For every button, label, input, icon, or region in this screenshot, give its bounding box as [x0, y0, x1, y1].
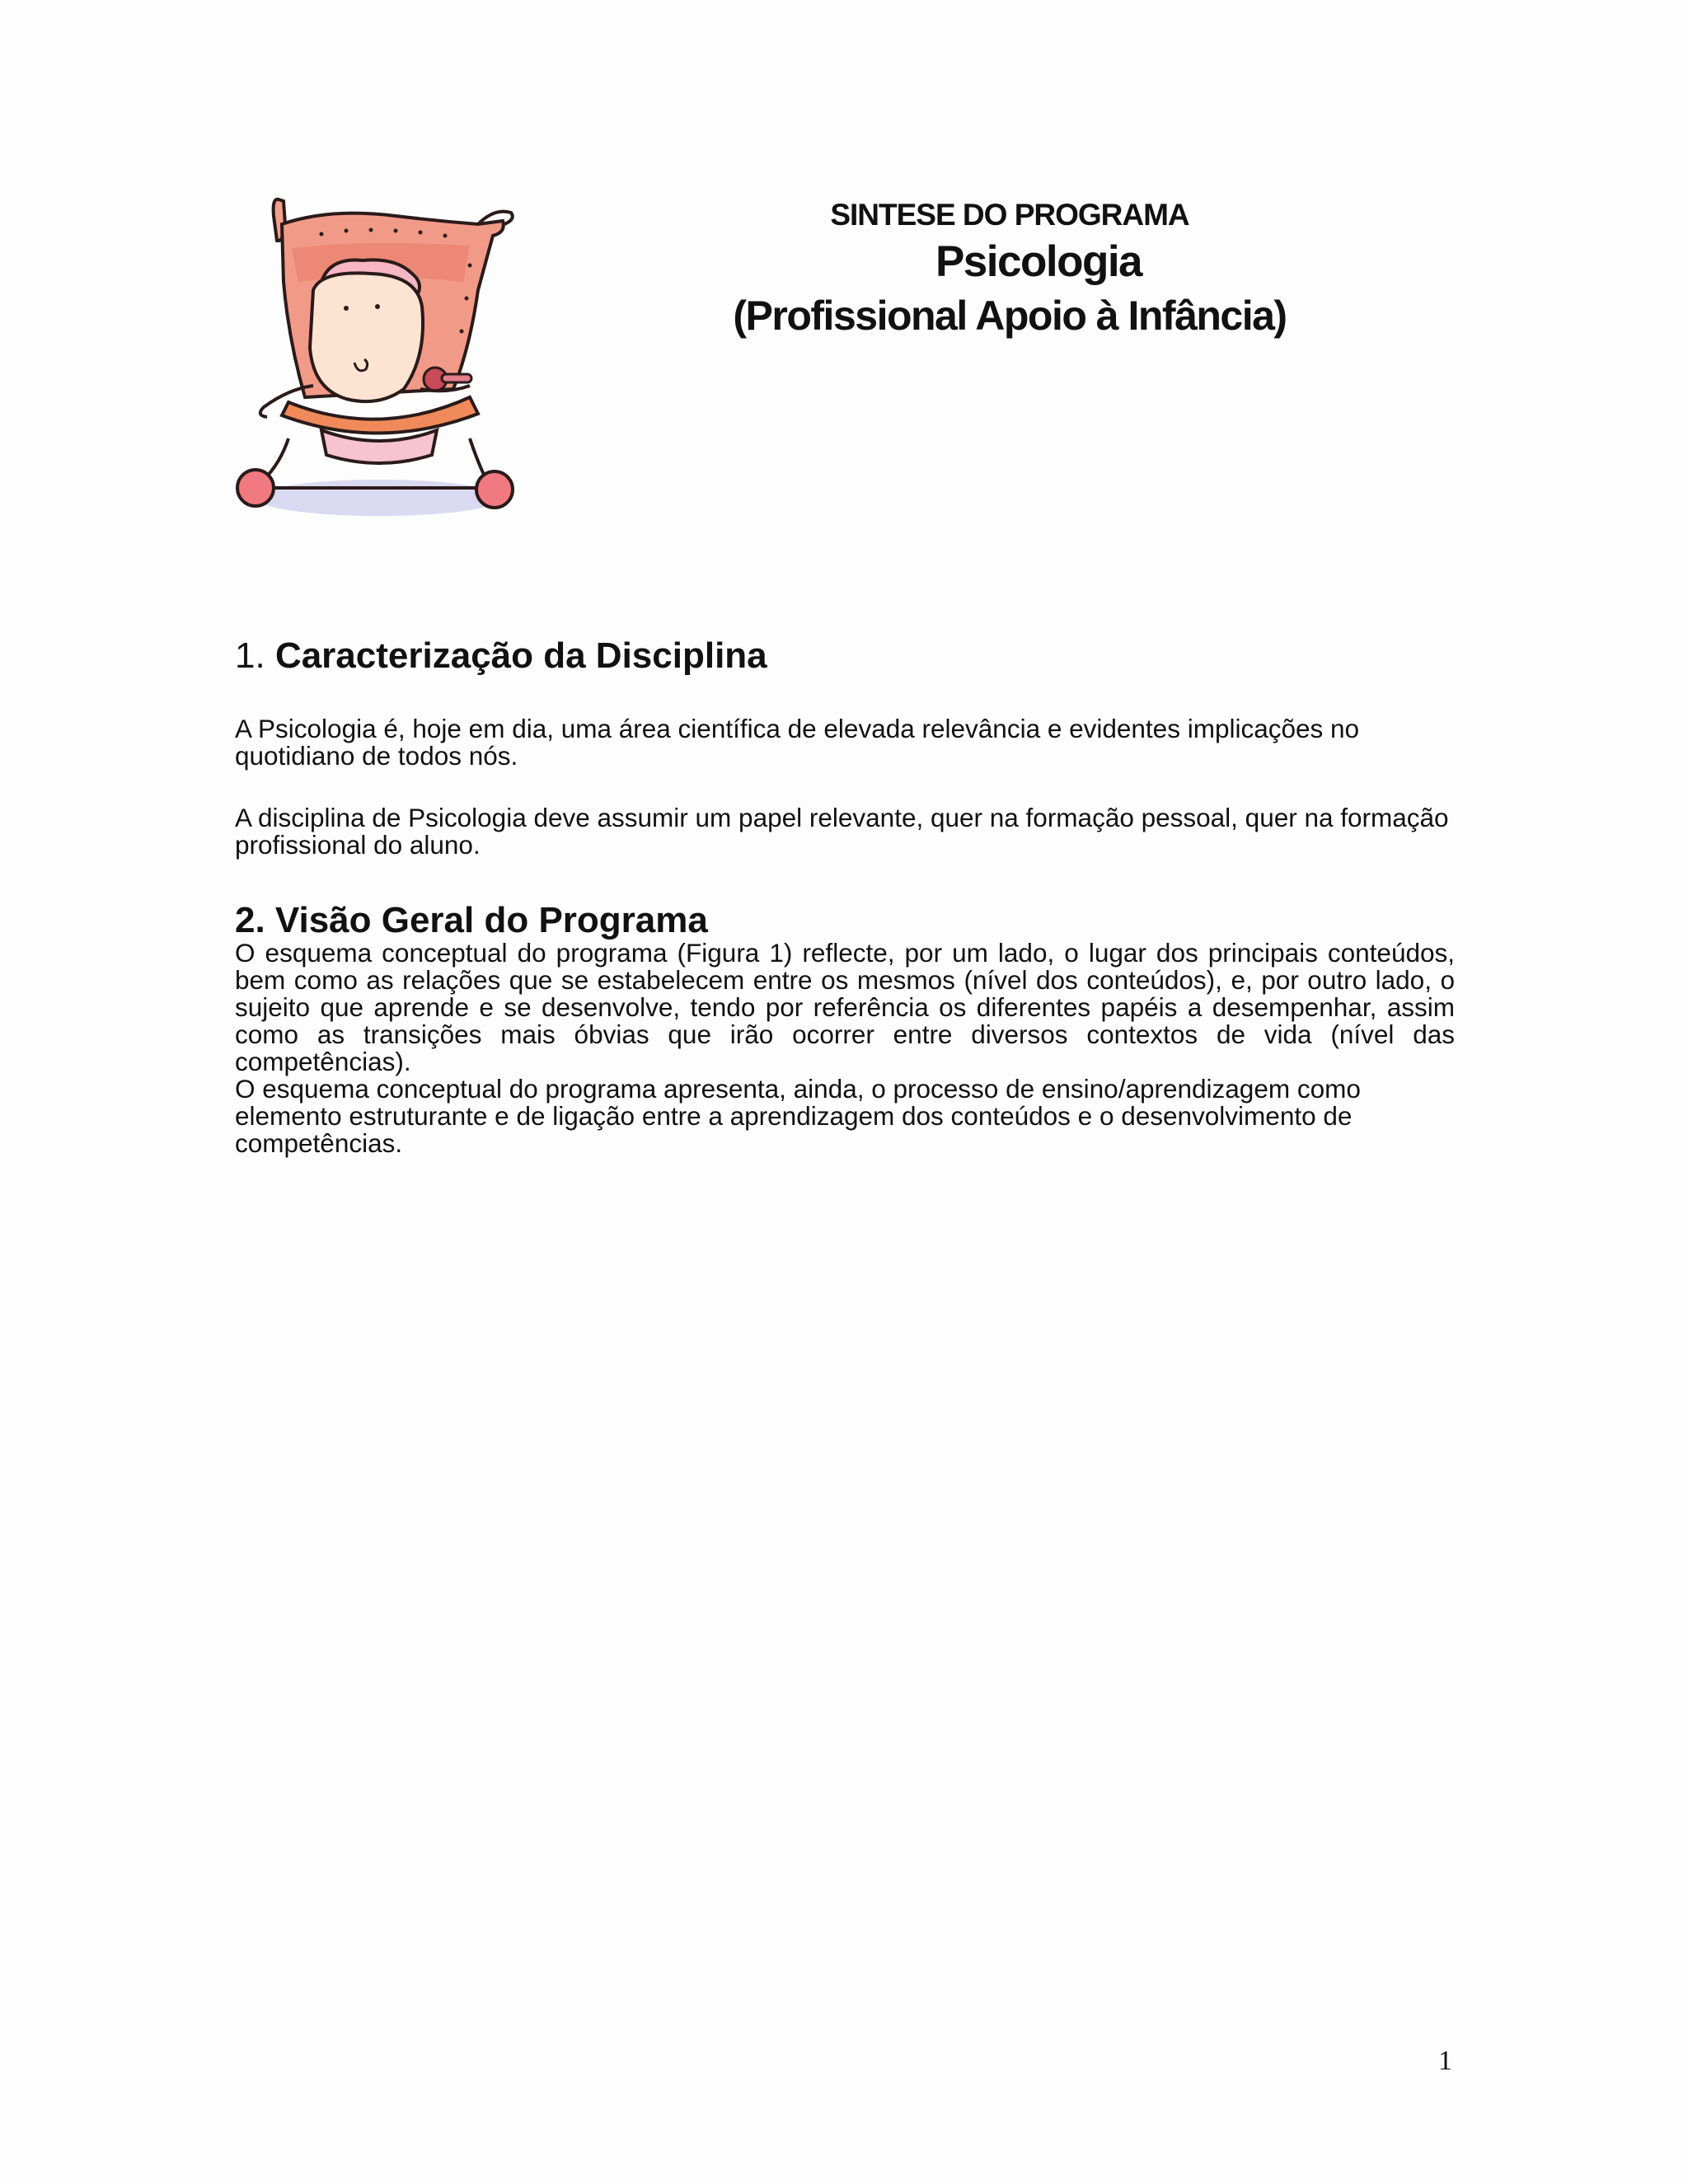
section-2-heading: 2. Visão Geral do Programa — [235, 900, 708, 940]
section-1-heading — [235, 633, 1455, 679]
document-body — [235, 633, 1455, 1157]
section-1-paragraph: A Psicologia é, hoje em dia, uma área científica de elevada relevância e evidentes implicações no quotidiano de todos nós. — [235, 714, 1360, 771]
program-kicker: SINTESE DO PROGRAMA — [830, 198, 1189, 232]
section-1-number: 1. — [235, 635, 265, 676]
page-number: 1 — [1438, 2046, 1452, 2076]
document-subtitle: (Profissional Apoio à Infância) — [733, 293, 1287, 339]
section-2-paragraph: O esquema conceptual do programa (Figura 1) reflecte, por um lado, o lugar dos principais conteúdos, bem como as relações que se estabelecem entre os mesmos (nível dos conteúdos), e, por outro lado, o sujeito que aprende e se desenvolve, tendo por referência os diferentes papéis a desempenhar, assim como as transições mais óbvias que irão ocorrer entre diversos contextos de vida (nível das competências). — [235, 938, 1455, 1076]
section-1-paragraph: A disciplina de Psicologia deve assumir um papel relevante, quer na formação pessoal, quer na formação profissional do aluno. — [235, 803, 1449, 860]
baby-in-walker-icon — [231, 191, 528, 521]
document-title: Psicologia — [935, 237, 1142, 286]
document-header — [626, 194, 1393, 343]
section-1-title: Caracterização da Disciplina — [274, 635, 767, 676]
section-2-paragraph: O esquema conceptual do programa apresenta, ainda, o processo de ensino/aprendizagem como elemento estruturante e de ligação entre a aprendizagem dos conteúdos e o desenvolvimento de competências. — [235, 1074, 1361, 1158]
